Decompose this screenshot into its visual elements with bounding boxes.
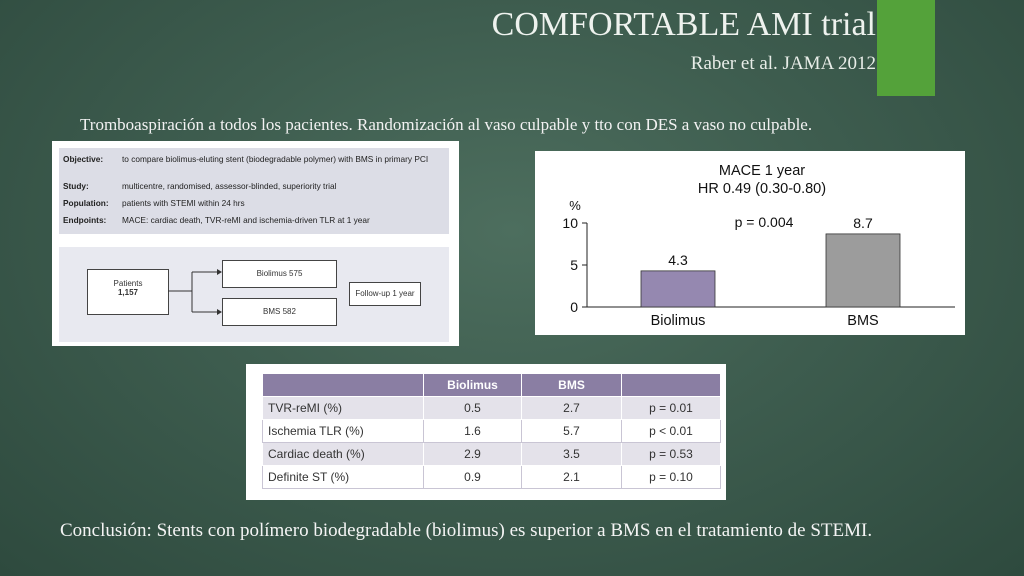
- summary-key: Endpoints:: [63, 215, 107, 225]
- study-design-panel: [52, 141, 459, 346]
- header-p: [622, 374, 721, 397]
- arm-bms-box: BMS 582: [222, 298, 337, 326]
- bar-biolimus: [641, 271, 715, 307]
- bms-value: 2.7: [522, 397, 622, 420]
- summary-value: MACE: cardiac death, TVR-reMI and ischemia-driven TLR at 1 year: [122, 215, 370, 225]
- results-panel: [246, 364, 726, 500]
- summary-value: patients with STEMI within 24 hrs: [122, 198, 245, 208]
- summary-key: Study:: [63, 181, 89, 191]
- mace-bar-chart: [535, 151, 965, 335]
- intro-text: Tromboaspiración a todos los pacientes. Randomización al vaso culpable y tto con DES a vaso no culpable.: [80, 115, 813, 134]
- study-summary-table: [59, 148, 449, 234]
- arm-biolimus-box: Biolimus 575: [222, 260, 337, 288]
- summary-value: multicentre, randomised, assessor-blinded, superiority trial: [122, 181, 337, 191]
- bms-value: 2.1: [522, 466, 622, 489]
- header-bms: BMS: [522, 374, 622, 397]
- chart-subtitle: HR 0.49 (0.30-0.80): [697, 181, 827, 197]
- followup-box: Follow-up 1 year: [349, 282, 421, 306]
- header-biolimus: Biolimus: [424, 374, 522, 397]
- p-value: p < 0.01: [622, 420, 721, 443]
- p-value: p = 0.01: [622, 397, 721, 420]
- slide-subtitle: Raber et al. JAMA 2012: [690, 53, 876, 74]
- bar-bms: [826, 234, 900, 307]
- y-tick-label: 5: [570, 257, 578, 273]
- row-label: TVR-reMI (%): [263, 397, 424, 420]
- patients-label: Patients: [113, 279, 143, 288]
- table-row: [263, 420, 721, 443]
- table-row: [263, 466, 721, 489]
- chart-title: MACE 1 year: [718, 163, 806, 179]
- y-axis-label: %: [569, 198, 581, 213]
- header-label: [263, 374, 424, 397]
- patients-count: 1,157: [117, 288, 139, 297]
- p-value: p = 0.10: [622, 466, 721, 489]
- row-label: Ischemia TLR (%): [263, 420, 424, 443]
- mace-chart-panel: [535, 151, 965, 335]
- row-label: Definite ST (%): [263, 466, 424, 489]
- p-value: p = 0.53: [622, 443, 721, 466]
- bms-value: 5.7: [522, 420, 622, 443]
- table-row: [263, 443, 721, 466]
- biolimus-value: 0.5: [424, 397, 522, 420]
- biolimus-value: 2.9: [424, 443, 522, 466]
- slide-title: COMFORTABLE AMI trial: [491, 6, 876, 43]
- chart-bars: [641, 215, 900, 329]
- summary-value: to compare biolimus-eluting stent (biodegradable polymer) with BMS in primary PCI: [122, 154, 429, 164]
- results-header-row: [263, 374, 721, 397]
- bms-value: 3.5: [522, 443, 622, 466]
- y-tick-label: 10: [562, 215, 578, 231]
- biolimus-value: 1.6: [424, 420, 522, 443]
- accent-bar: [877, 0, 935, 96]
- row-label: Cardiac death (%): [263, 443, 424, 466]
- biolimus-value: 0.9: [424, 466, 522, 489]
- results-table: [262, 373, 721, 489]
- summary-key: Population:: [63, 198, 109, 208]
- conclusion-text: Conclusión: Stents con polímero biodegradable (biolimus) es superior a BMS en el tratamiento de STEMI.: [60, 520, 873, 541]
- y-tick-label: 0: [570, 299, 578, 315]
- bar-value-label: 8.7: [853, 214, 873, 231]
- bar-value-label: 4.3: [668, 251, 688, 268]
- category-label: Biolimus: [650, 313, 706, 329]
- table-row: [263, 397, 721, 420]
- summary-key: Objective:: [63, 154, 104, 164]
- category-label: BMS: [847, 313, 879, 329]
- p-value-annotation: p = 0.004: [734, 214, 794, 230]
- flow-diagram: [59, 247, 449, 342]
